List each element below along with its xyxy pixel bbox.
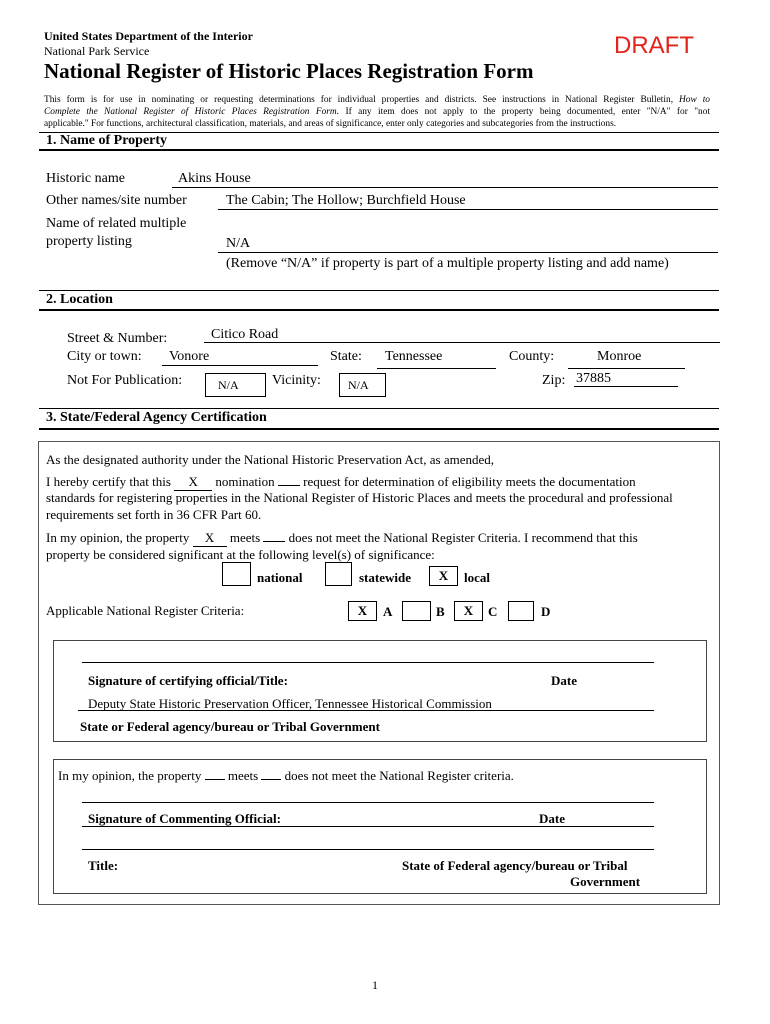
related-listing-note: (Remove “N/A” if property is part of a multiple property listing and add name) xyxy=(226,256,669,271)
intro-line-2-text: If any item does not apply to the property being documented, enter "N/A" for "not xyxy=(339,107,711,117)
criterion-c-checkbox[interactable]: X xyxy=(454,601,483,621)
state-underline xyxy=(377,368,496,369)
comment-opinion-text-c: does not meet the National Register criteria. xyxy=(281,768,514,783)
comment-agency-line-2: Government xyxy=(570,874,641,889)
level-statewide-label: statewide xyxy=(359,570,411,585)
does-not-meet-blank[interactable] xyxy=(263,541,285,542)
title-label: Title: xyxy=(88,858,119,873)
level-national-checkbox[interactable] xyxy=(222,562,251,586)
section3-heading: 3. State/Federal Agency Certification xyxy=(46,410,267,425)
nomination-mark[interactable]: X xyxy=(174,474,212,491)
related-listing-label-2: property listing xyxy=(46,234,132,249)
other-names-underline xyxy=(218,209,718,210)
comment-opinion-text-b: meets xyxy=(224,768,262,783)
certify-text-c: request for determination of eligibility meets the documentation xyxy=(299,474,636,489)
criterion-a-label: A xyxy=(383,604,393,619)
certify-text-a: I hereby certify that this xyxy=(46,474,175,489)
criterion-d-label: D xyxy=(541,604,551,619)
official-title[interactable]: Deputy State Historic Preservation Officer, Tennessee Historical Commission xyxy=(88,696,492,711)
certify-line-2: standards for registering properties in the National Register of Historic Places and meets the procedural and professional xyxy=(46,490,673,505)
comment-agency-line-1: State of Federal agency/bureau or Tribal xyxy=(402,858,628,873)
level-national-label: national xyxy=(257,570,303,585)
signature-label: Signature of certifying official/Title: xyxy=(88,673,288,688)
county-label: County: xyxy=(509,349,555,364)
criterion-b-checkbox[interactable] xyxy=(402,601,431,621)
intro-line-2 xyxy=(44,106,710,118)
level-local-checkbox[interactable]: X xyxy=(429,566,458,586)
related-listing-value[interactable]: N/A xyxy=(226,236,251,251)
intro-paragraph xyxy=(44,94,710,130)
request-blank[interactable] xyxy=(278,485,300,486)
certify-line-1 xyxy=(46,474,636,491)
intro-line-1-text: This form is for use in nominating or requesting determinations for individual properties and districts. See instructions in National Register Bulletin, xyxy=(44,95,680,105)
nfp-box[interactable] xyxy=(205,373,266,397)
historic-name-value[interactable]: Akins House xyxy=(178,171,251,186)
county-value[interactable]: Monroe xyxy=(597,349,642,364)
comment-signature-label: Signature of Commenting Official: xyxy=(88,811,281,826)
zip-label: Zip: xyxy=(542,373,566,388)
meets-mark[interactable]: X xyxy=(193,530,227,547)
other-names-label: Other names/site number xyxy=(46,193,187,208)
criterion-c-label: C xyxy=(488,604,498,619)
historic-name-underline xyxy=(172,187,718,188)
comment-does-not-meet-blank[interactable] xyxy=(261,779,281,780)
street-underline xyxy=(204,342,720,343)
intro-line-1 xyxy=(44,94,710,106)
street-value[interactable]: Citico Road xyxy=(211,327,279,342)
section3-top-rule xyxy=(39,408,719,409)
intro-line-3: applicable." For functions, architectural classification, materials, and areas of significance, enter only categories and subcategories from the instructions. xyxy=(44,119,617,129)
zip-underline xyxy=(574,386,678,387)
state-value[interactable]: Tennessee xyxy=(385,349,443,364)
vicinity-box[interactable] xyxy=(339,373,386,397)
opinion-text-c: does not meet the National Register Criteria. I recommend that this xyxy=(285,530,638,545)
certify-line-3: requirements set forth in 36 CFR Part 60. xyxy=(46,507,262,522)
form-title: National Register of Historic Places Registration Form xyxy=(44,59,534,83)
section2-heading: 2. Location xyxy=(46,292,113,307)
city-value[interactable]: Vonore xyxy=(169,349,210,364)
authority-text: As the designated authority under the National Historic Preservation Act, as amended, xyxy=(46,452,495,467)
comment-opinion-text-a: In my opinion, the property xyxy=(58,768,205,783)
section3-bottom-rule xyxy=(39,428,719,430)
state-label: State: xyxy=(330,349,362,364)
vicinity-value: N/A xyxy=(348,378,369,392)
certify-text-b: nomination xyxy=(212,474,278,489)
nfp-label: Not For Publication: xyxy=(67,373,183,388)
level-local-label: local xyxy=(464,570,490,585)
street-label: Street & Number: xyxy=(67,331,168,346)
section1-bottom-rule xyxy=(39,149,719,151)
section2-bottom-rule xyxy=(39,309,719,311)
agency-label: State or Federal agency/bureau or Tribal Government xyxy=(80,719,380,734)
date-label: Date xyxy=(551,673,577,688)
title-line[interactable] xyxy=(82,849,654,850)
agency-name: United States Department of the Interior xyxy=(44,29,253,43)
county-underline xyxy=(568,368,685,369)
draft-stamp: DRAFT xyxy=(614,32,694,59)
level-statewide-checkbox[interactable] xyxy=(325,562,352,586)
nfp-value: N/A xyxy=(218,378,239,392)
signature-line[interactable] xyxy=(82,662,654,663)
vicinity-label: Vicinity: xyxy=(272,373,321,388)
opinion-line-2: property be considered significant at the following level(s) of significance: xyxy=(46,547,435,562)
page-number: 1 xyxy=(372,978,378,992)
comment-signature-line[interactable] xyxy=(82,802,654,803)
service-name: National Park Service xyxy=(44,44,150,58)
section1-heading: 1. Name of Property xyxy=(46,133,168,148)
criterion-d-checkbox[interactable] xyxy=(508,601,534,621)
zip-value[interactable]: 37885 xyxy=(576,371,611,386)
section2-top-rule xyxy=(39,290,719,291)
opinion-text-b: meets xyxy=(226,530,264,545)
other-names-value[interactable]: The Cabin; The Hollow; Burchfield House xyxy=(226,193,466,208)
historic-name-label: Historic name xyxy=(46,171,125,186)
comment-date-label: Date xyxy=(539,811,565,826)
official-title-underline xyxy=(78,710,654,711)
comment-meets-blank[interactable] xyxy=(205,779,225,780)
related-listing-label-1: Name of related multiple xyxy=(46,216,187,231)
criteria-label: Applicable National Register Criteria: xyxy=(46,603,245,618)
opinion-text-a: In my opinion, the property xyxy=(46,530,193,545)
bulletin-title-part1: How to xyxy=(679,95,710,105)
related-listing-underline xyxy=(218,252,718,253)
criterion-b-label: B xyxy=(436,604,445,619)
comment-signature-underline xyxy=(82,826,654,827)
bulletin-title-part2: Complete the National Register of Historic Places Registration Form. xyxy=(44,107,340,117)
criterion-a-checkbox[interactable]: X xyxy=(348,601,377,621)
comment-opinion-line xyxy=(58,768,514,784)
city-underline xyxy=(162,365,318,366)
city-label: City or town: xyxy=(67,349,142,364)
opinion-line-1 xyxy=(46,530,638,547)
